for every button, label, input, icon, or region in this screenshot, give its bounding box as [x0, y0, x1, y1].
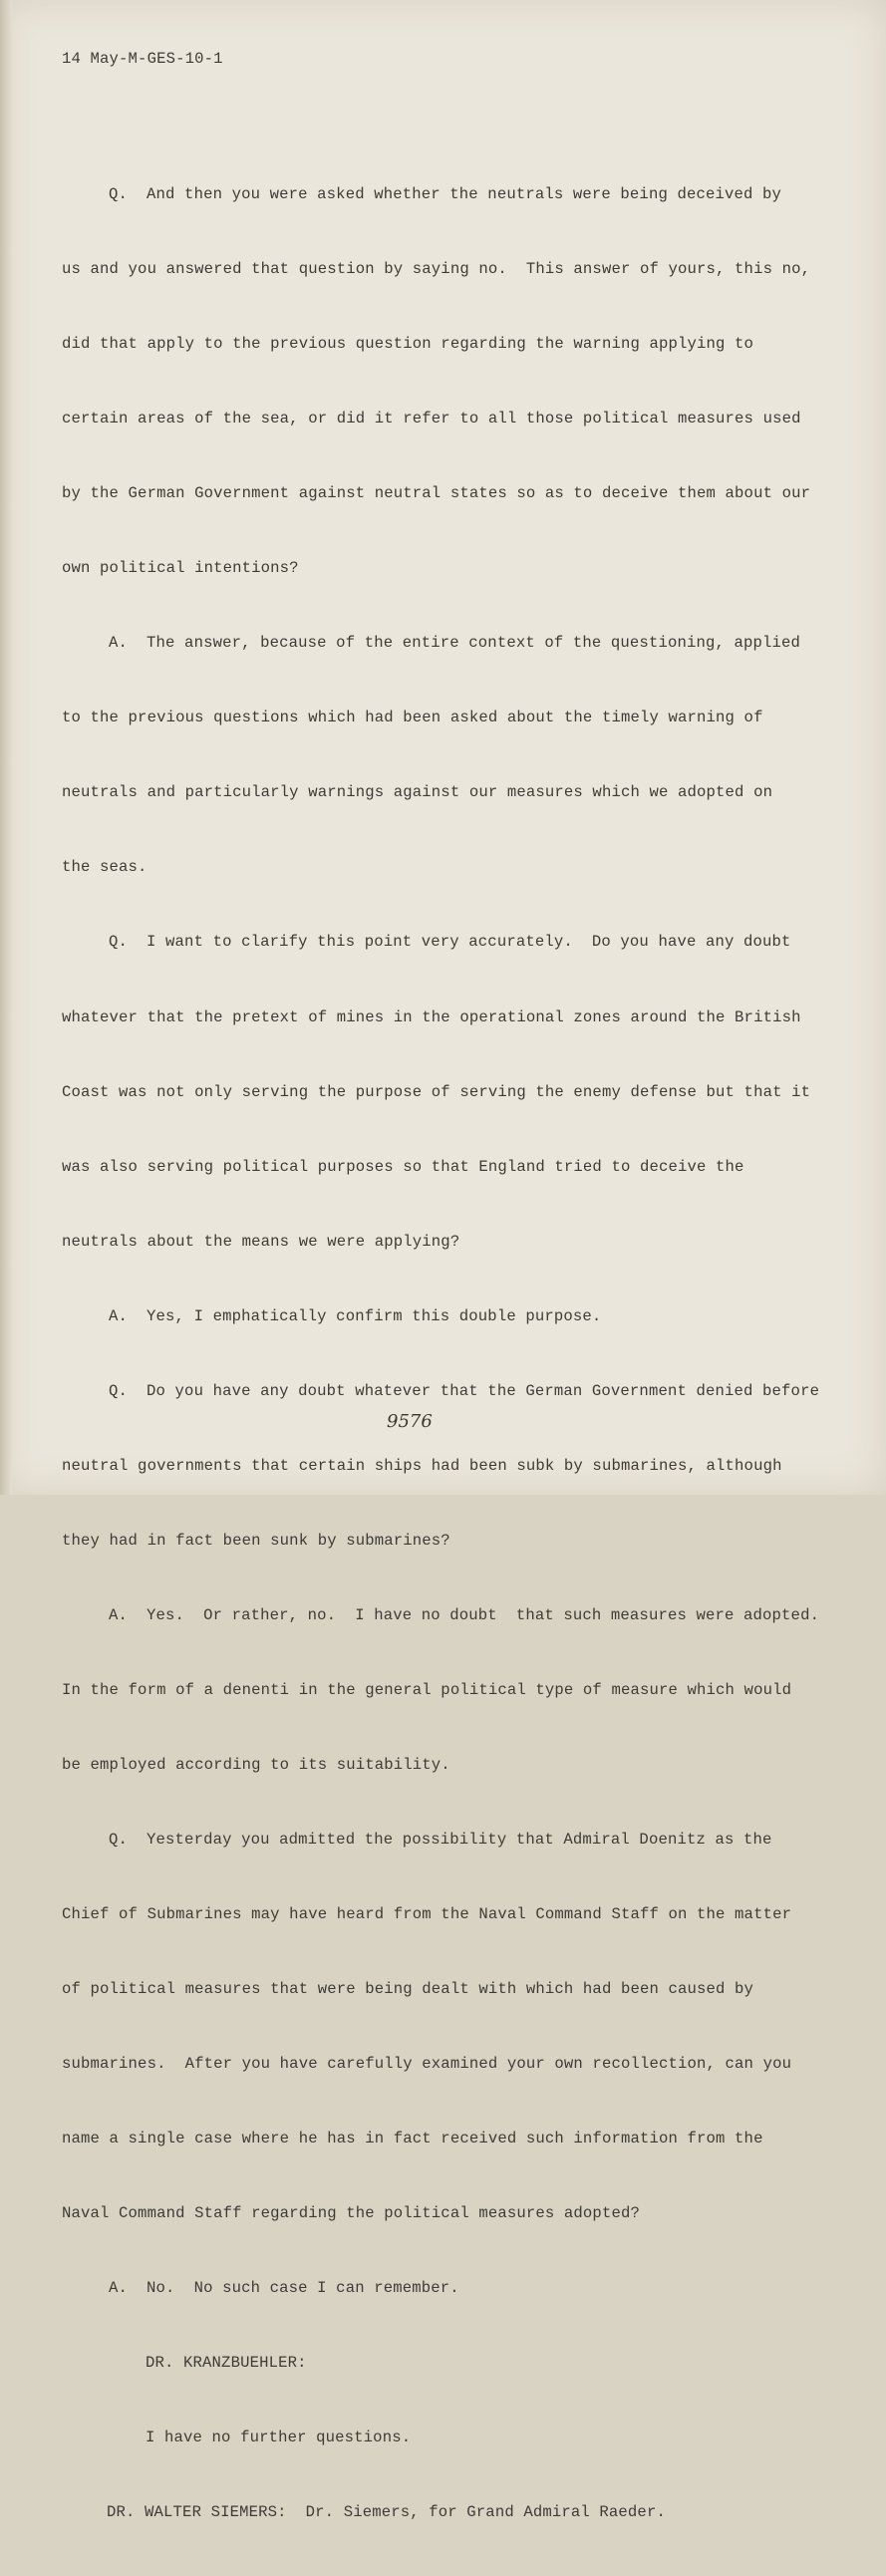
transcript-line: neutrals about the means we were applying?: [62, 1232, 460, 1251]
transcript-line: Q. I want to clarify this point very accurately. Do you have any doubt: [109, 933, 791, 952]
transcript-line: us and you answered that question by saying no. This answer of yours, this no,: [62, 260, 811, 279]
transcript-line: the seas.: [62, 858, 148, 877]
transcript-body: [62, 146, 849, 2576]
transcript-line: A. Yes, I emphatically confirm this double purpose.: [109, 1306, 602, 1325]
transcript-line: neutral governments that certain ships had been subk by submarines, although: [62, 1456, 782, 1475]
transcript-line: name a single case where he has in fact received such information from the: [62, 2130, 763, 2148]
transcript-line: certain areas of the sea, or did it refer to all those political measures used: [62, 410, 801, 429]
transcript-line: A. No. No such case I can remember.: [109, 2279, 459, 2298]
transcript-line: be employed according to its suitability.: [62, 1755, 450, 1774]
transcript-line: submarines. After you have carefully examined your own recollection, can you: [62, 2055, 792, 2074]
transcript-line: Chief of Submarines may have heard from the Naval Command Staff on the matter: [62, 1905, 792, 1924]
transcript-line: A. The answer, because of the entire context of the questioning, applied: [109, 634, 801, 653]
transcript-line: of political measures that were being dealt with which had been caused by: [62, 1980, 754, 1999]
page-edge: [0, 0, 12, 1495]
transcript-line: Q. And then you were asked whether the neutrals were being deceived by: [109, 185, 782, 203]
transcript-line: did that apply to the previous question regarding the warning applying to: [62, 335, 754, 354]
page-number: 9576: [387, 1411, 433, 1432]
transcript-line: was also serving political purposes so that England tried to deceive the: [62, 1157, 744, 1176]
transcript-line: I have no further questions.: [146, 2429, 412, 2447]
transcript-line: neutrals and particularly warnings against our measures which we adopted on: [62, 783, 773, 802]
transcript-line: A. Yes. Or rather, no. I have no doubt that such measures were adopted.: [109, 1605, 820, 1624]
speaker-heading: DR. KRANZBUEHLER:: [146, 2354, 307, 2373]
transcript-line: whatever that the pretext of mines in the operational zones around the British: [62, 1007, 801, 1026]
transcript-line: Naval Command Staff regarding the political measures adopted?: [62, 2204, 640, 2223]
transcript-line: Coast was not only serving the purpose of serving the enemy defense but that it: [62, 1082, 811, 1101]
transcript-line: they had in fact been sunk by submarines?: [62, 1531, 450, 1550]
transcript-line: Q. Yesterday you admitted the possibility that Admiral Doenitz as the: [109, 1831, 772, 1850]
transcript-line: Q. Do you have any doubt whatever that the German Government denied before: [109, 1381, 820, 1400]
transcript-line: by the German Government against neutral states so as to deceive them about our: [62, 484, 811, 503]
transcript-line: own political intentions?: [62, 559, 299, 578]
transcript-line: In the form of a denenti in the general political type of measure which would: [62, 1680, 792, 1699]
transcript-line: to the previous questions which had been asked about the timely warning of: [62, 709, 763, 727]
document-id: 14 May-M-GES-10-1: [62, 50, 223, 68]
speaker-heading: DR. WALTER SIEMERS: Dr. Siemers, for Grand Admiral Raeder.: [107, 2503, 666, 2522]
